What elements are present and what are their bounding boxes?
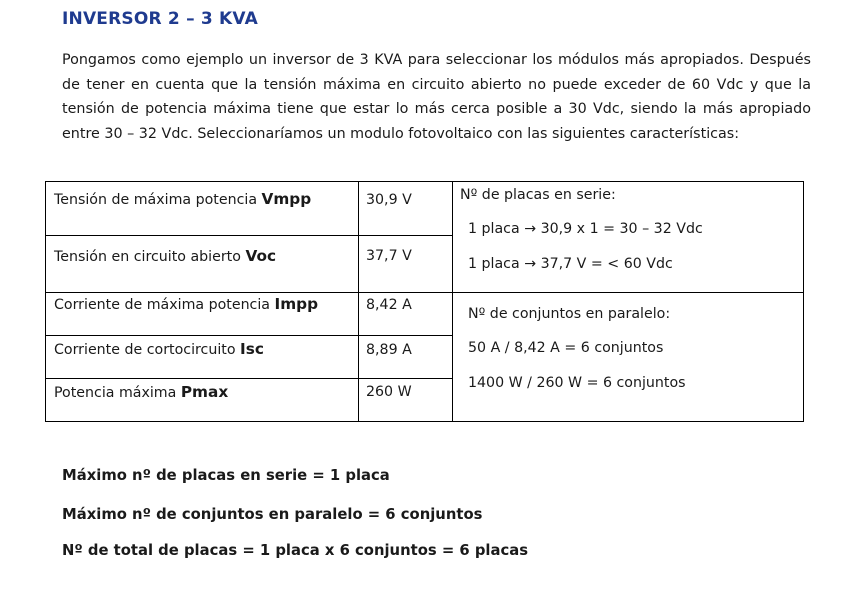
- table-divider: [46, 335, 453, 336]
- table-row: [54, 190, 311, 208]
- table-row: [54, 383, 228, 401]
- parallel-heading: Nº de conjuntos en paralelo:: [468, 306, 671, 322]
- row-value: 8,42 A: [366, 297, 412, 313]
- row-symbol: Voc: [245, 247, 277, 265]
- series-heading: Nº de placas en serie:: [460, 187, 616, 203]
- row-value: 260 W: [366, 384, 412, 400]
- table-divider: [46, 292, 453, 293]
- series-line: 1 placa → 37,7 V = < 60 Vdc: [468, 256, 673, 272]
- intro-paragraph: Pongamos como ejemplo un inversor de 3 KVA para seleccionar los módulos más apropiados. Después de tener en cuenta que la tensión máxima en circuito abierto no puede exceder de 60 Vdc y que la tensión de potencia máxima tiene que estar lo más cerca posible a 30 Vdc, siendo la más apropiado entre 30 – 32 Vdc. Seleccionaríamos un modulo fotovoltaico con las siguientes características:: [62, 52, 811, 143]
- row-symbol: Pmax: [180, 383, 229, 401]
- row-symbol: Isc: [240, 340, 264, 358]
- table-divider: [46, 235, 453, 236]
- table-divider: [452, 182, 453, 421]
- table-row: [54, 340, 264, 358]
- row-symbol: Vmpp: [261, 190, 312, 208]
- table-divider: [452, 292, 803, 293]
- row-value: 30,9 V: [366, 192, 412, 208]
- row-value: 8,89 A: [366, 342, 412, 358]
- parallel-line: 1400 W / 260 W = 6 conjuntos: [468, 375, 686, 391]
- row-label: Corriente de cortocircuito: [54, 342, 241, 358]
- table-divider: [46, 378, 453, 379]
- row-label: Corriente de máxima potencia: [54, 297, 275, 313]
- module-specs-table: [45, 181, 804, 422]
- summary-line: Máximo nº de placas en serie = 1 placa: [62, 467, 390, 484]
- row-label: Tensión en circuito abierto: [54, 249, 246, 265]
- row-label: Tensión de máxima potencia: [54, 192, 262, 208]
- summary-line: Nº de total de placas = 1 placa x 6 conjuntos = 6 placas: [62, 542, 529, 559]
- table-row: [54, 295, 318, 313]
- table-row: [54, 247, 276, 265]
- section-title: INVERSOR 2 – 3 KVA: [62, 9, 258, 29]
- series-line: 1 placa → 30,9 x 1 = 30 – 32 Vdc: [468, 221, 703, 237]
- table-divider: [358, 182, 359, 421]
- summary-line: Máximo nº de conjuntos en paralelo = 6 conjuntos: [62, 506, 483, 523]
- row-label: Potencia máxima: [54, 385, 181, 401]
- row-value: 37,7 V: [366, 248, 412, 264]
- parallel-line: 50 A / 8,42 A = 6 conjuntos: [468, 340, 664, 356]
- row-symbol: Impp: [274, 295, 319, 313]
